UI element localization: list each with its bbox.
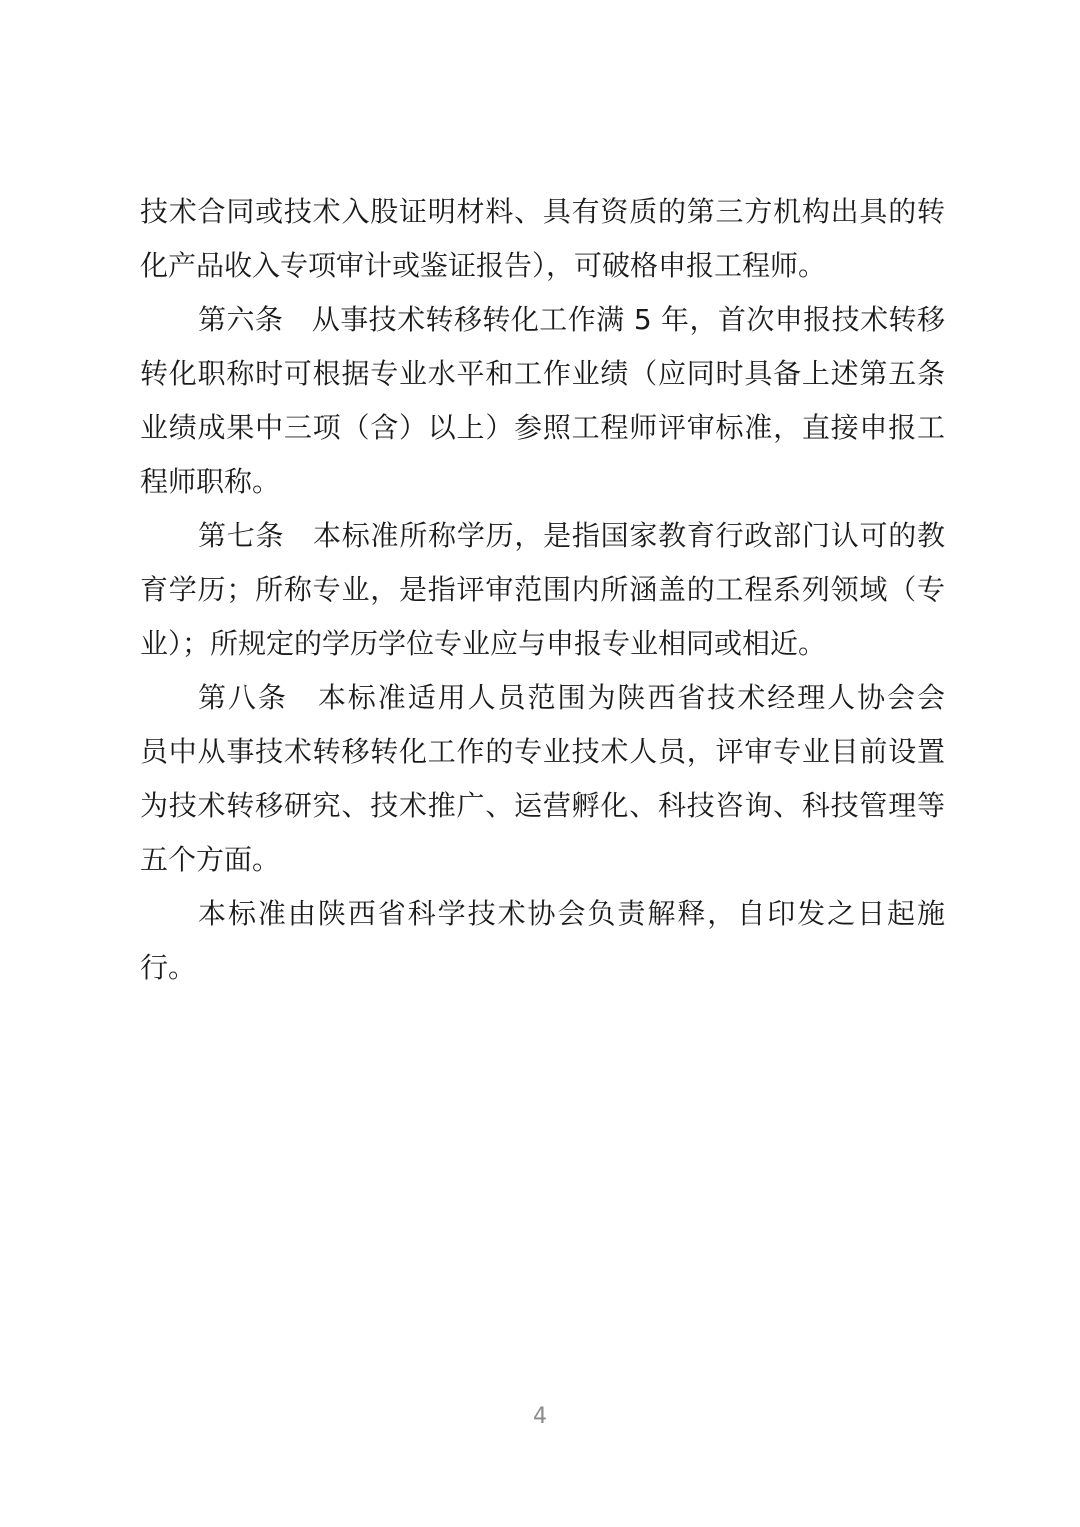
interpretation-paragraph [140,887,945,995]
text-line: 员中从事技术转移转化工作的专业技术人员，评审专业目前设置 [140,735,945,768]
text-line: 第八条 本标准适用人员范围为陕西省技术经理人协会会 [198,681,945,714]
article-8-paragraph [140,671,945,887]
text-line: 本标准由陕西省科学技术协会负责解释，自印发之日起施 [198,897,945,930]
text-line: 育学历；所称专业，是指评审范围内所涵盖的工程系列领域（专 [140,573,945,606]
text-line: 行。 [140,951,197,984]
text-line: 程师职称。 [140,465,281,498]
text-line: 第六条 从事技术转移转化工作满 5 年，首次申报技术转移 [198,303,945,336]
text-line: 五个方面。 [140,843,281,876]
article-7-paragraph [140,509,945,671]
page-number: 4 [533,1404,547,1429]
text-line: 转化职称时可根据专业水平和工作业绩（应同时具备上述第五条 [140,357,945,390]
text-line: 化产品收入专项审计或鉴证报告），可破格申报工程师。 [140,249,827,282]
text-line: 业绩成果中三项（含）以上）参照工程师评审标准，直接申报工 [140,411,945,444]
text-line: 业）；所规定的学历学位专业应与申报专业相同或相近。 [140,627,827,660]
article-6-paragraph [140,293,945,509]
text-line: 第七条 本标准所称学历，是指国家教育行政部门认可的教 [198,519,945,552]
document-body [140,185,945,995]
paragraph-continuation [140,185,945,293]
text-line: 技术合同或技术入股证明材料、具有资质的第三方机构出具的转 [140,195,945,228]
text-line: 为技术转移研究、技术推广、运营孵化、科技咨询、科技管理等 [140,789,945,822]
